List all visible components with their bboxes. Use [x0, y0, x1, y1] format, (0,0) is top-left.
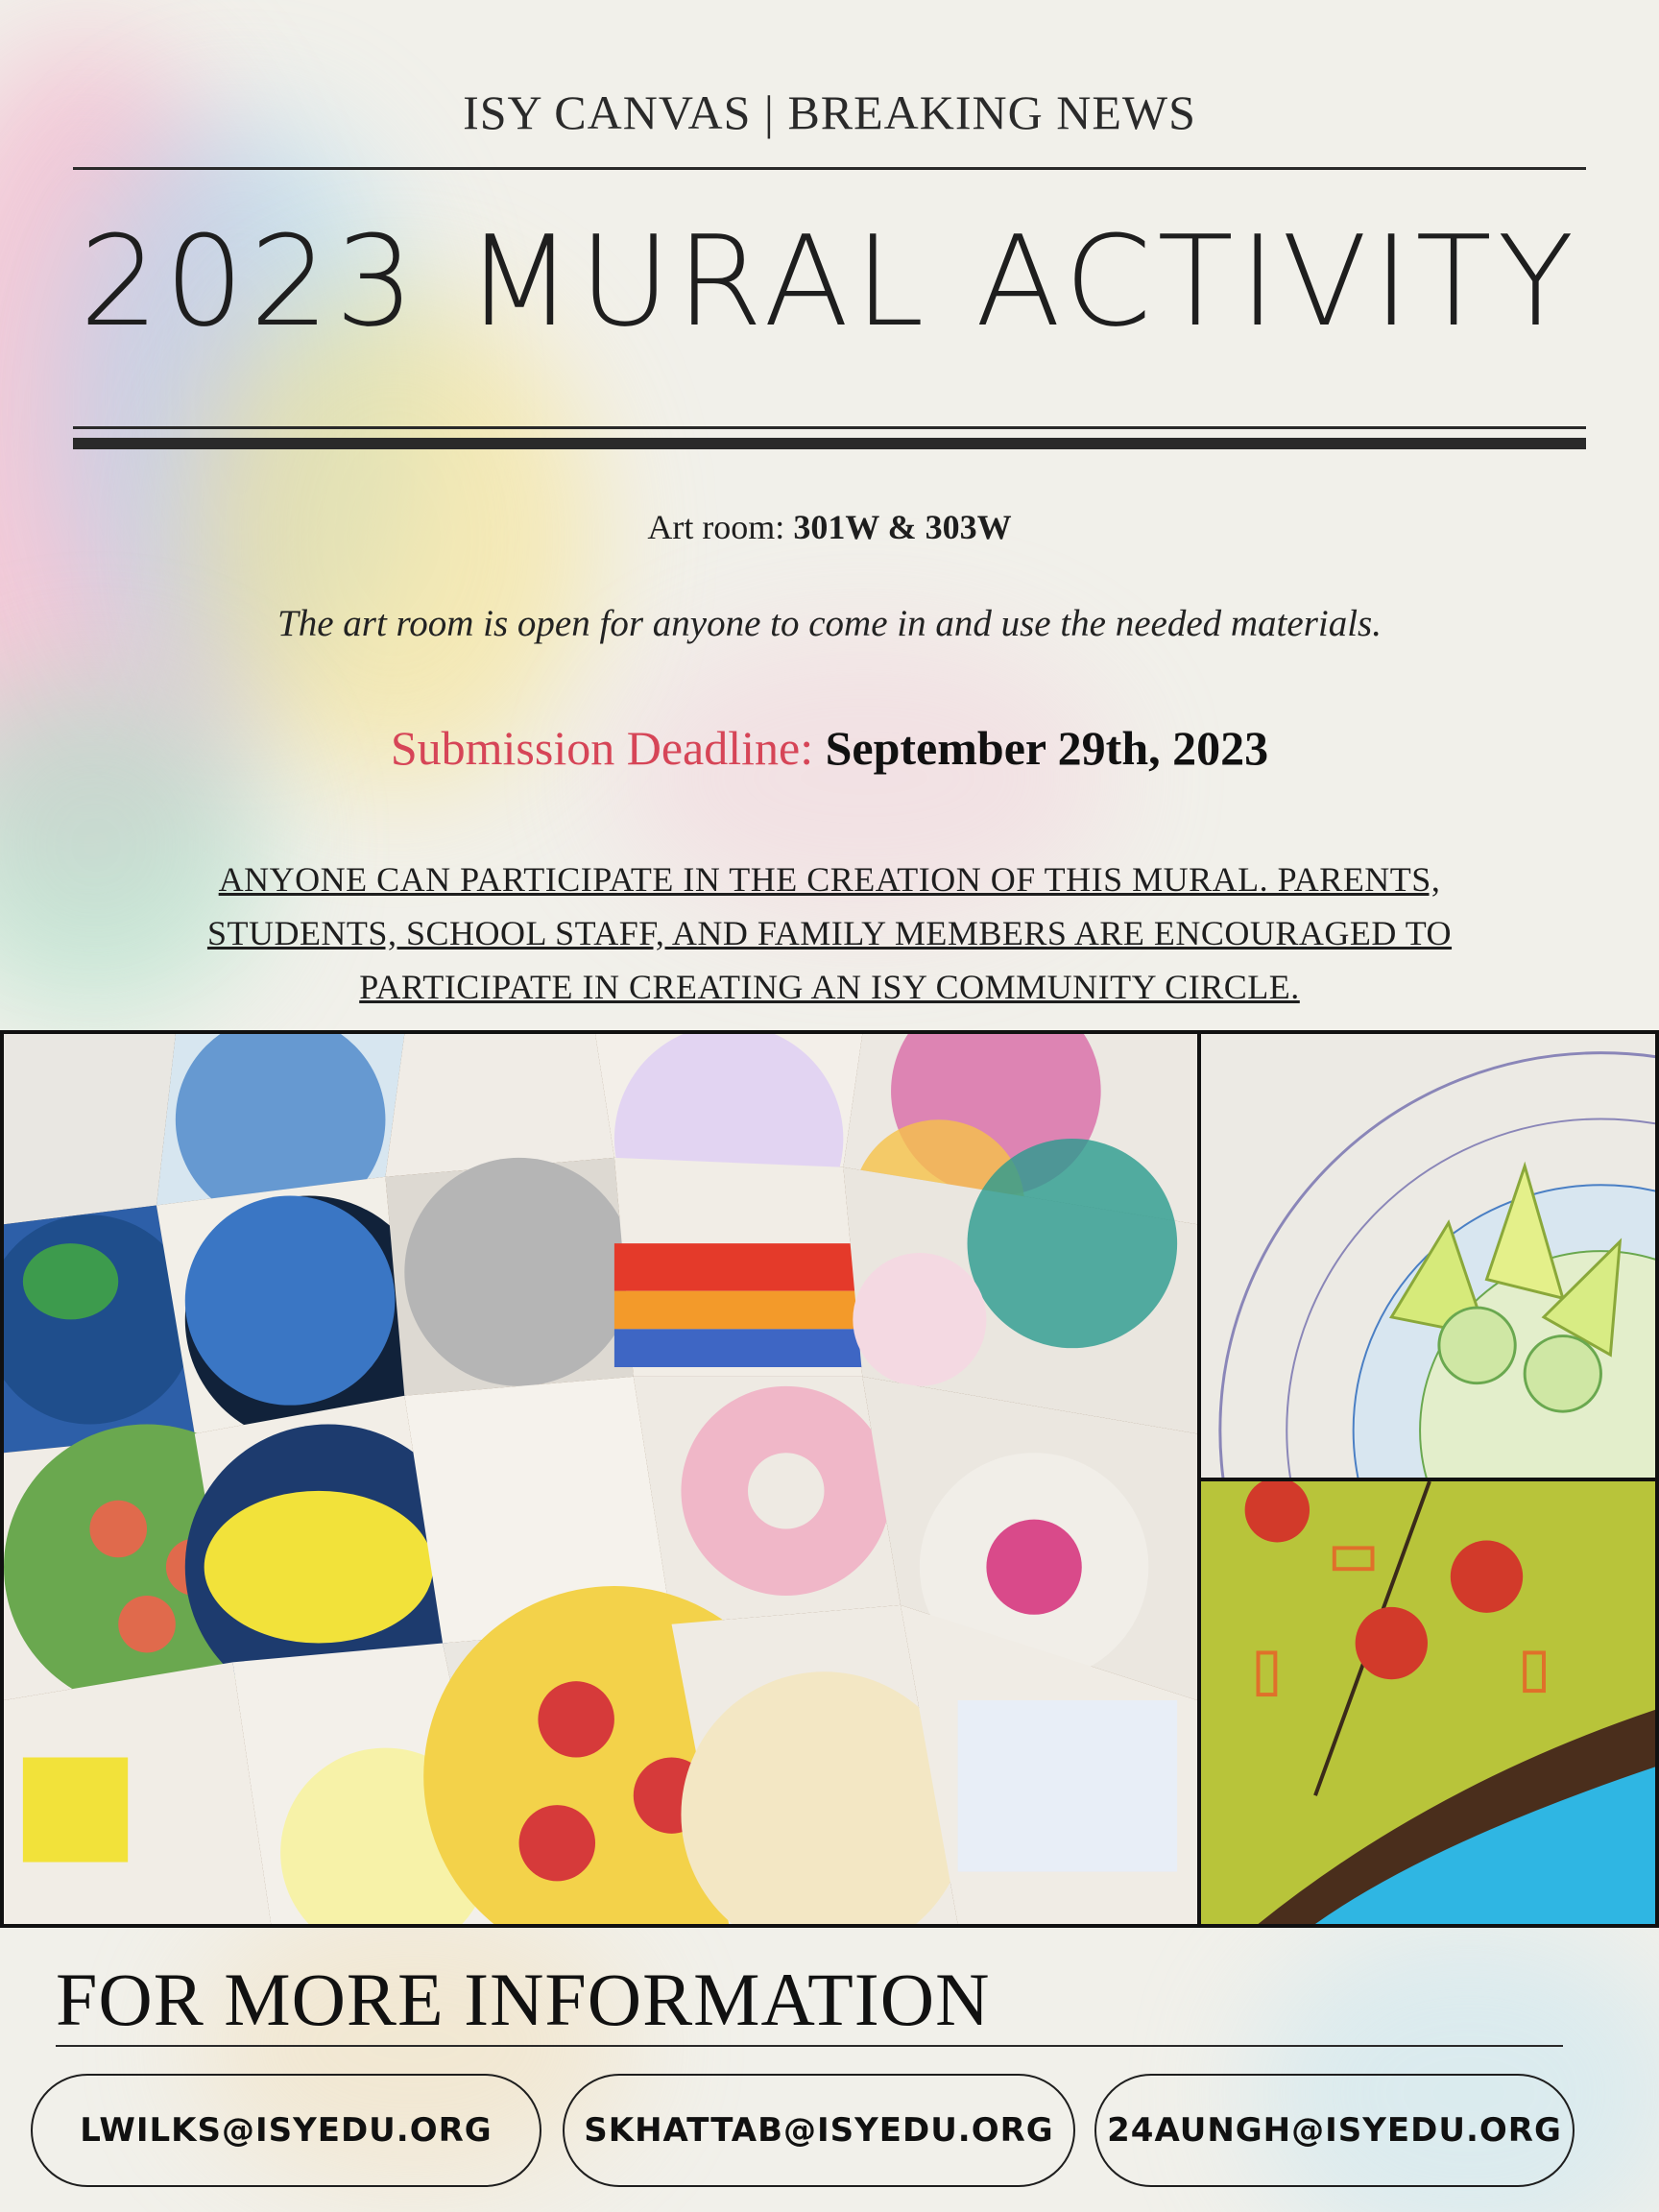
more-information-heading: FOR MORE INFORMATION	[56, 1958, 991, 2041]
notice-line: ANYONE CAN PARTICIPATE IN THE CREATION OF THIS MURAL. PARENTS,	[218, 860, 1441, 899]
kicker-heading: ISY CANVAS | BREAKING NEWS	[463, 85, 1196, 139]
title-rule-thin	[73, 426, 1586, 429]
contact-email-skhattab[interactable]: SKHATTAB@ISYEDU.ORG	[563, 2074, 1075, 2187]
participation-notice	[125, 853, 1534, 1014]
deadline-label: Submission Deadline:	[390, 721, 814, 775]
page-title: 2023 MURAL ACTIVITY	[79, 208, 1580, 354]
art-room-line	[0, 507, 1659, 547]
mural-collage-photo	[0, 1030, 1201, 1928]
open-room-text: The art room is open for anyone to come in and use the needed materials.	[277, 603, 1382, 644]
pizza-drawing-photo	[1201, 1481, 1659, 1928]
deadline-value: September 29th, 2023	[825, 721, 1269, 775]
mandala-drawing-photo	[1201, 1030, 1659, 1481]
top-rule	[73, 167, 1586, 170]
art-room-value: 301W & 303W	[793, 508, 1012, 546]
art-room-label: Art room:	[647, 508, 785, 546]
contact-email-24aungh[interactable]: 24AUNGH@ISYEDU.ORG	[1094, 2074, 1575, 2187]
contact-email-lwilks[interactable]: LWILKS@ISYEDU.ORG	[31, 2074, 541, 2187]
deadline-line	[0, 720, 1659, 776]
footer-rule	[56, 2045, 1563, 2047]
notice-line: PARTICIPATE IN CREATING AN ISY COMMUNITY CIRCLE.	[359, 968, 1300, 1006]
notice-line: STUDENTS, SCHOOL STAFF, AND FAMILY MEMBERS ARE ENCOURAGED TO	[206, 914, 1453, 952]
title-rule-thick	[73, 438, 1586, 449]
